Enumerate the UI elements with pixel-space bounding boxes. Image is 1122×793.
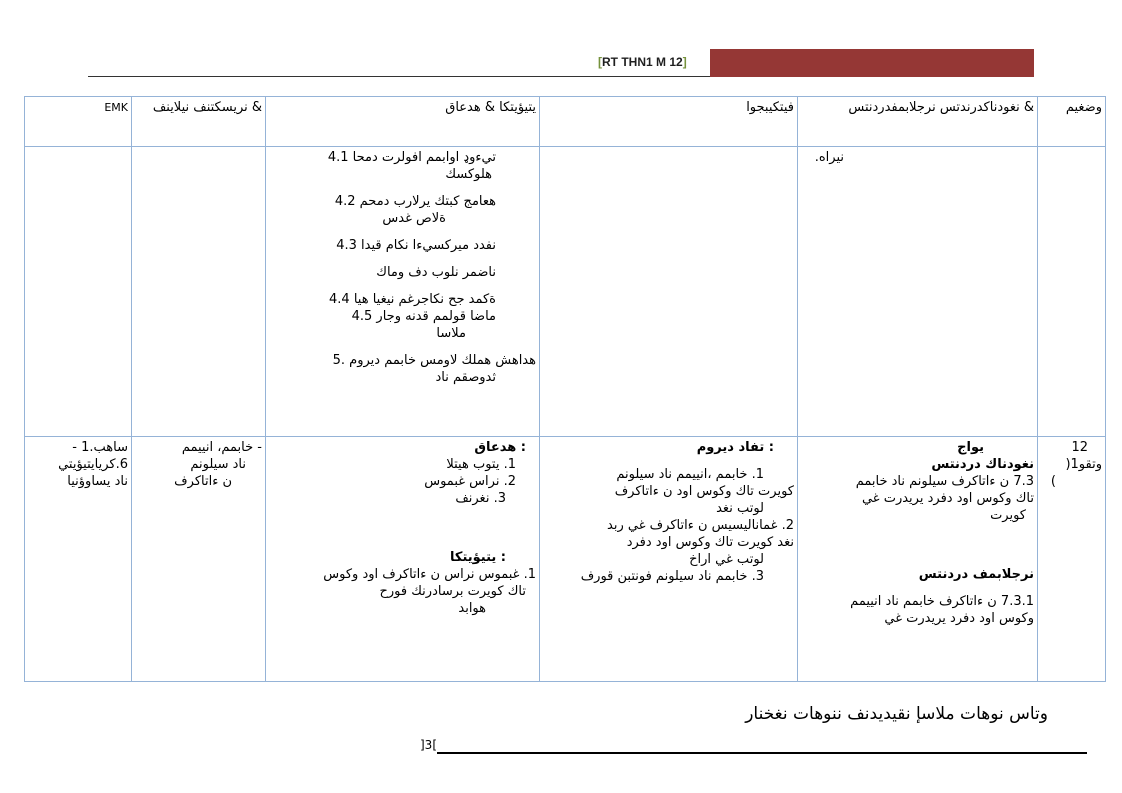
section-title: : هدعاق xyxy=(474,440,526,455)
cell-minggu xyxy=(1038,147,1106,437)
list-item: كويرت تاك وكوس اود ن ءاتاكرف xyxy=(614,484,794,499)
cell-standard xyxy=(798,437,1038,682)
header-aktiviti: فيتكيبجوا xyxy=(540,97,798,147)
cell-kemahiran xyxy=(132,147,266,437)
section-title: نرجلابمف دردنتس xyxy=(918,567,1034,582)
header-color-bar xyxy=(710,49,1034,77)
header-standard: & نغودناكدرندتس نرجلابمفدردنتس xyxy=(798,97,1038,147)
list-item: 3. خابمم ناد سيلونم فونتبن قورف xyxy=(580,569,764,584)
table-row xyxy=(25,147,1106,437)
section-title: نغودناك دردنتس xyxy=(931,457,1034,472)
list-item: ن ءاتاكرف xyxy=(174,474,232,489)
list-item: 7.3 ن ءاتاكرف سيلونم ناد خابمم xyxy=(855,474,1034,489)
list-item: 1. خابمم ،انييمم ناد سيلونم xyxy=(616,467,764,482)
footer-rule xyxy=(437,752,1087,754)
list-item: ثدوصقم ناد xyxy=(435,370,496,385)
list-item: ملاسا xyxy=(436,326,466,341)
list-item: تيءوډ اوابمم افولرت دمحا 4.1 xyxy=(327,150,496,165)
list-item: 1. يتوب هيتلا xyxy=(446,457,516,472)
header-kemahiran: & نريسكتنف نيلاينف xyxy=(132,97,266,147)
cell-kandungan xyxy=(266,147,540,437)
list-item: 7.3.1 ن ءاتاكرف خابمم ناد انييمم xyxy=(850,594,1034,609)
list-item: 2. نراس غبموس xyxy=(424,474,516,489)
header-minggu: وضغيم xyxy=(1038,97,1106,147)
section-title: : يتيؤيتكا xyxy=(450,550,506,565)
list-item: هوابد xyxy=(458,601,486,616)
list-item: 1. غبموس نراس ن ءاتاكرف اود وكوس xyxy=(323,567,536,582)
list-item: ناد سيلونم xyxy=(190,457,246,472)
list-item: 2. غماناليسيس ن ءاتاكرف غي ربد xyxy=(607,518,794,533)
list-item: تاك كويرت برسادرنك فورح xyxy=(379,584,526,599)
list-item: هلوكسك xyxy=(445,167,492,182)
list-item: نفدد ميركسيءا نكام قيدا 4.3 xyxy=(336,238,496,253)
list-item: هعامج كبتك يرلارب دمحم 4.2 xyxy=(334,194,496,209)
list-item: ناضمر نلوب دف وماك xyxy=(376,265,496,280)
cell-standard xyxy=(798,147,1038,437)
cell-aktiviti xyxy=(540,147,798,437)
header-kandungan: يتيؤيتكا & هدعاق xyxy=(266,97,540,147)
document-code: [RT THN1 M 12] xyxy=(598,55,687,69)
list-item: لوتب غي اراخ xyxy=(689,552,764,567)
list-item: هداهش هملك لاومس خابمم ديروم .5 xyxy=(332,353,536,368)
week-label: ) xyxy=(1050,474,1056,489)
list-item: وكوس اود دفرد يريدرت غي xyxy=(884,611,1034,626)
table-header-row xyxy=(25,97,1106,147)
list-item: ساهب.1 - xyxy=(72,440,128,455)
list-item: تاك وكوس اود دفرد يريدرت غي xyxy=(861,491,1034,506)
header-emk: EMK xyxy=(25,97,132,147)
cell-aktiviti xyxy=(540,437,798,682)
list-item: ماضا قولمم قدنه وجار 4.5 xyxy=(351,309,496,324)
cell-kemahiran xyxy=(132,437,266,682)
list-item: نغد كويرت تاك وكوس اود دفرد xyxy=(626,535,794,550)
standard-note: نيراه. xyxy=(814,150,844,165)
list-item: ةلاص غدس xyxy=(382,211,446,226)
list-item: لوتب نغد xyxy=(716,501,764,516)
list-item: 3. نغرنف xyxy=(455,491,506,506)
cell-minggu xyxy=(1038,437,1106,682)
lesson-plan-table xyxy=(24,96,1106,682)
list-item: 6.كريايتيؤيتي xyxy=(58,457,128,472)
cell-emk xyxy=(25,147,132,437)
table-row xyxy=(25,437,1106,682)
header-rule xyxy=(88,76,710,77)
week-label: وتقو1( xyxy=(1065,457,1102,472)
list-item: ناد يساوؤنيا xyxy=(67,474,128,489)
cell-emk xyxy=(25,437,132,682)
cell-kandungan xyxy=(266,437,540,682)
page-number: ]3[ xyxy=(420,738,437,752)
list-item: ةكمد جح نكاجرغم نيغيا هيا 4.4 xyxy=(329,292,496,307)
section-title: يواج xyxy=(957,440,984,455)
list-item: كويرت xyxy=(990,508,1026,523)
week-number: 12 xyxy=(1071,440,1088,455)
section-title: : تفاد ديروم xyxy=(696,440,774,455)
list-item: - خابمم، انييمم xyxy=(181,440,262,455)
footer-motto: وتاس نوهات ملاسإ نقيديدنف ننوهات نغخنار xyxy=(745,704,1048,724)
